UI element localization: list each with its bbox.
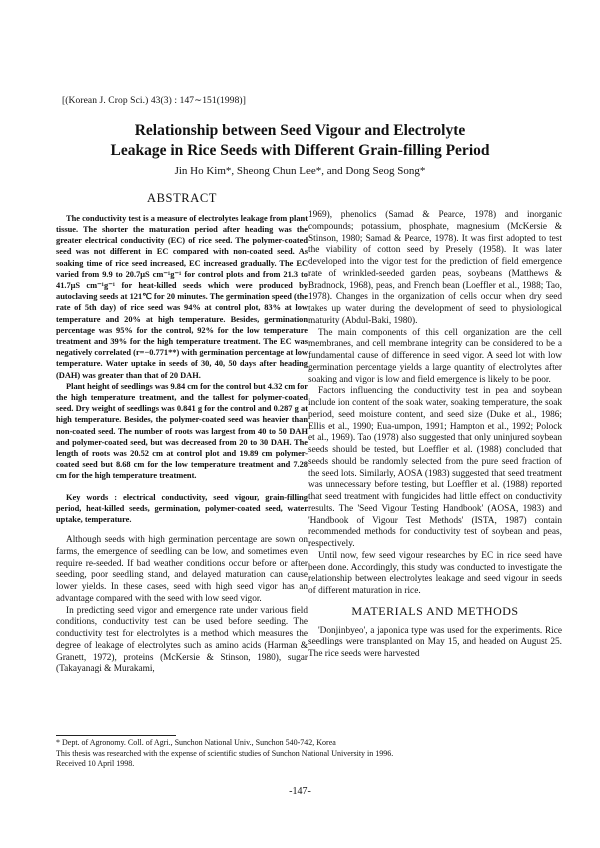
received-date: Received 10 April 1998. — [56, 759, 135, 768]
body-paragraph: The main components of this cell organization are the cell membranes, and cell membrane integrity can be considered to be a fundamental cause of difference in seed vigor. A seed lot with low germination percentage yields a large quantity of electrolytes after soaking and vigor is low and field emergence is likely to be poor. — [308, 327, 562, 385]
footnote-divider — [56, 735, 176, 736]
body-paragraph: Until now, few seed vigour researches by EC in rice seed have been done. Accordingly, this study was conducted to investigate the relationship between electrolytes leakage and seed vigour in seeds of different maturation in rice. — [308, 550, 562, 596]
introduction-right — [308, 210, 562, 598]
right-column — [308, 210, 562, 661]
title-line-2: Leakage in Rice Seeds with Different Grain-filling Period — [110, 142, 490, 159]
page-number: -147- — [289, 786, 311, 797]
introduction-left — [56, 535, 308, 676]
footnotes — [56, 738, 556, 770]
author-list: Jin Ho Kim*, Sheong Chun Lee*, and Dong Seog Song* — [174, 165, 426, 177]
body-paragraph: Although seeds with high germination percentage are sown on farms, the emergence of seedling can be low, and sometimes even require re-seeded. If bad weather conditions occur before or after seeding, poor seedling stand, and delayed maturation can cause lower yields. In these cases, seed with high seed vigor has an advantage compared with the seed with low seed vigor. — [56, 535, 308, 604]
body-paragraph: Factors influencing the conductivity test in pea and soybean include ion content of the soak water, soaking temperature, the soak period, seed moisture content, and seed size (Duke et al., 1986; Ellis et al., 1990; Eua-umpon, 1991; Hampton et al., 1992; Polock et al., 1969). Tao (1978) also suggested that only uninjured soybean seeds should be tested, but Loeffler et al. (1988) concluded that seeds should be randomly selected from the pure seed fraction of the seed lots. Similarly, AOSA (1983) suggested that seed treatment was unnecessary before testing, but Loeffler et al. (1988) reported that seed treatment with fungicides had little effect on conductivity results. The 'Seed Vigour Testing Handbook' (AOSA, 1983) and 'Handbook of Vigour Test Methods' (ISTA, 1987) contain recommended methods for conductivity test of soybean and peas, respectively. — [308, 386, 562, 549]
methods-heading: MATERIALS AND METHODS — [351, 603, 519, 618]
body-paragraph: 1969), phenolics (Samad & Pearce, 1978) and inorganic compounds; potassium, phosphate, magnesium (McKersie & Stinson, 1980; Samad & Pearce, 1978). It was first adopted to test the viability of cotton seed by Presely (1958). It was later developed into the vigor test for the prediction of field emergence rate of wrinkled-seeded garden peas, soybeans (Matthews & Bradnock, 1968), peas, and French bean (Loeffler et al., 1988; Tao, 1978). Changes in the organization of cells occur when dry seed takes up water during the development of seed to physiological maturity (Abdul-Baki, 1980). — [308, 210, 562, 326]
journal-citation: [(Korean J. Crop Sci.) 43(3) : 147∼151(1998)] — [62, 96, 246, 106]
abstract-heading: ABSTRACT — [146, 191, 218, 205]
body-paragraph: In predicting seed vigor and emergence rate under various field conditions, conductivity test can be used before seeding. The conductivity test for electrolytes is a method which measures the degree of leakage of electrolytes such as amino acids (Harman & Granett, 1972), proteins (McKersie & Stinson, 1980), sugar (Takayanagi & Murakami, — [56, 605, 308, 675]
body-paragraph: 'Donjinbyeo', a japonica type was used for the experiments. Rice seedlings were transplanted on May 15, and headed on August 25. The rice seeds were harvested — [308, 625, 562, 659]
affiliation-footnote: * Dept. of Agronomy. Coll. of Agri., Sunchon National Univ., Sunchon 540-742, Korea — [56, 738, 336, 747]
methods-body — [308, 626, 562, 661]
title-line-1: Relationship between Seed Vigour and Electrolyte — [134, 122, 466, 139]
funding-footnote: This thesis was researched with the expense of scientific studies of Sunchon National University in 1996. — [56, 748, 394, 758]
abstract-paragraph: Plant height of seedlings was 9.84 cm for the control but 4.32 cm for the high temperature treatment, and the tallest for polymer-coated seed. Dry weight of seedlings was 0.841 g for the control and 0.287 g at high temperature. Besides, the polymer-coated seed was heavier than non-coated seed. The number of roots was largest from 40 to 50 DAH and polymer-coated seed, but was decreased from 20 to 30 DAH. The length of roots was 20.52 cm at control plot and 19.89 cm polymer-coated seed but 8.68 cm for the low temperature treatment and 7.28 cm for the high temperature treatment. — [56, 381, 308, 481]
left-column — [56, 193, 308, 676]
keywords: Key words : electrical conductivity, seed vigour, grain-filling period, heat-killed seeds, germination, polymer-coated seed, water uptake, temperature. — [56, 492, 308, 525]
paper-title — [0, 121, 600, 161]
abstract-paragraph: The conductivity test is a measure of electrolytes leakage from plant tissue. The shorter the maturation period after heading was the greater electrical conductivity (EC) of rice seed. The polymer-coated seed was not different in EC compared with non-coated seed. As soaking time of rice seed increased, EC increased gradually. The EC varied from 9.9 to 20.7μS cm⁻¹g⁻¹ for control plots and from 21.3 to 41.7μS cm⁻¹g⁻¹ for heat-killed seeds which were produced by autoclaving seeds at 121℃ for 20 minutes. The germination speed (the rate of 5th day) of rice seed was 94% at control plot, 83% at low temperature and 20% at high temperature. Besides, germination percentage was 95% for the control, 92% for the low temperature treatment and 39% for the high temperature treatment. The EC was negatively correlated (r=−0.771**) with germination percentage at low temperature. Water uptake in seeds of 30, 40, 50 days after heading (DAH) was greater than that of 20 DAH. — [56, 213, 308, 380]
abstract-body — [56, 213, 308, 482]
